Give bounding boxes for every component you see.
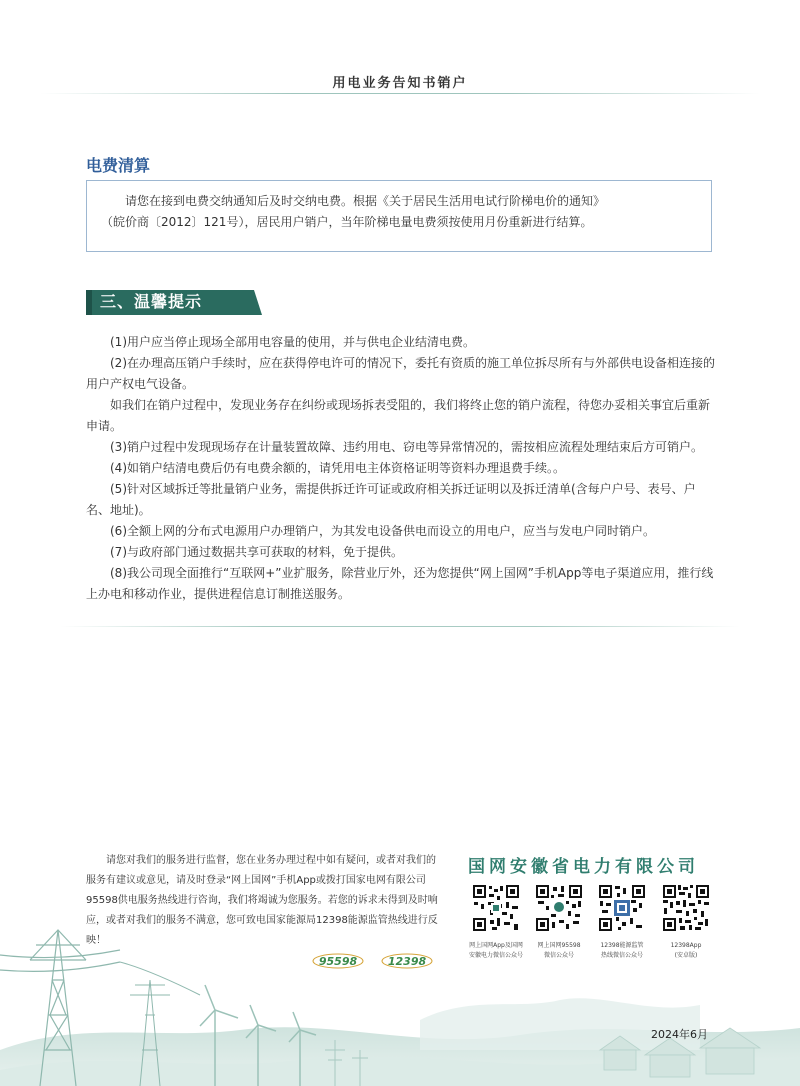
page-header-title: 用电业务告知书销户: [332, 76, 468, 91]
company-name: 国网安徽省电力有限公司: [468, 857, 699, 877]
tips-list: [86, 332, 716, 605]
qr-label-line: 12398能源监管: [600, 942, 644, 949]
qr-label-line: 安徽电力微信公众号: [468, 952, 523, 959]
footer-notice: 请您对我们的服务进行监督，您在业务办理过程中如有疑问，或者对我们的服务有建议或意见，请及时登录“网上国网”手机App或拨打国家电网有限公司95598供电服务热线进行咨询，我们将竭诚为您服务。若您的诉求未得到及时响应，或者对我们的服务不满意，您可致电国家能源局12398能源监管热线进行反映！: [86, 855, 438, 946]
qr-label: [586, 941, 658, 961]
qr-label-line: (安卓版): [674, 952, 698, 959]
settlement-line-1: 请您在接到电费交纳通知后及时交纳电费。根据《关于居民生活用电试行阶梯电价的通知》: [125, 194, 606, 208]
qr-label-line: 热线微信公众号: [600, 952, 643, 959]
tip-item: (1)用户应当停止现场全部用电容量的使用，并与供电企业结清电费。: [110, 335, 476, 349]
qr-code-icon: [472, 884, 520, 932]
logo-95598-text: 95598: [318, 955, 358, 968]
settlement-line-2: （皖价商〔2012〕121号），居民用户销户，当年阶梯电量电费须按使用月份重新进行结算。: [101, 215, 593, 229]
qr-label-line: 网上国网95598: [537, 942, 581, 949]
qr-label: [523, 941, 595, 961]
qr-label: [460, 941, 532, 961]
header-divider: [40, 93, 760, 94]
qr-label-line: 网上国网App及国网: [469, 942, 523, 949]
qr-code-icon: [598, 884, 646, 932]
qr-label-line: 12398App: [670, 942, 702, 949]
hotline-95598-logo: [312, 951, 364, 969]
tip-item: (7)与政府部门通过数据共享可获取的材料，免于提供。: [110, 545, 404, 559]
settlement-box: [86, 180, 712, 252]
qr-code-icon: [535, 884, 583, 932]
issue-date: 2024年6月: [651, 1028, 708, 1041]
settlement-title: 电费清算: [86, 156, 151, 175]
tip-item: (6)全额上网的分布式电源用户办理销户，为其发电设备供电而设立的用电户，应当与发电户同时销户。: [110, 524, 656, 538]
tip-item: (8)我公司现全面推行“互联网+”业扩服务，除营业厅外，还为您提供“网上国网”手机App等电子渠道应用，推行线上办电和移动作业，提供进程信息订制推送服务。: [86, 566, 714, 601]
tip-item: (4)如销户结清电费后仍有电费余额的，请凭用电主体资格证明等资料办理退费手续。。: [110, 461, 566, 475]
section-divider: [60, 626, 740, 627]
tip-item: (5)针对区域拆迁等批量销户业务，需提供拆迁许可证或政府相关拆迁证明以及拆迁清单(含每户户号、表号、户名、地址)。: [86, 482, 696, 517]
hotline-12398-logo: [381, 951, 433, 969]
qr-code-icon: [662, 884, 710, 932]
tip-item: (3)销户过程中发现现场存在计量装置故障、违约用电、窃电等异常情况的，需按相应流程处理结束后方可销户。: [110, 440, 704, 454]
tip-item: 如我们在销户过程中，发现业务存在纠纷或现场拆表受阻的，我们将终止您的销户流程，待您办妥相关事宜后重新申请。: [86, 398, 711, 433]
qr-label: [650, 941, 722, 961]
tips-heading: 三、温馨提示: [100, 292, 203, 311]
logo-12398-text: 12398: [387, 955, 427, 968]
qr-label-line: 微信公众号: [543, 952, 574, 959]
tip-item: (2)在办理高压销户手续时，应在获得停电许可的情况下，委托有资质的施工单位拆尽所有与外部供电设备相连接的用户产权电气设备。: [86, 356, 716, 391]
